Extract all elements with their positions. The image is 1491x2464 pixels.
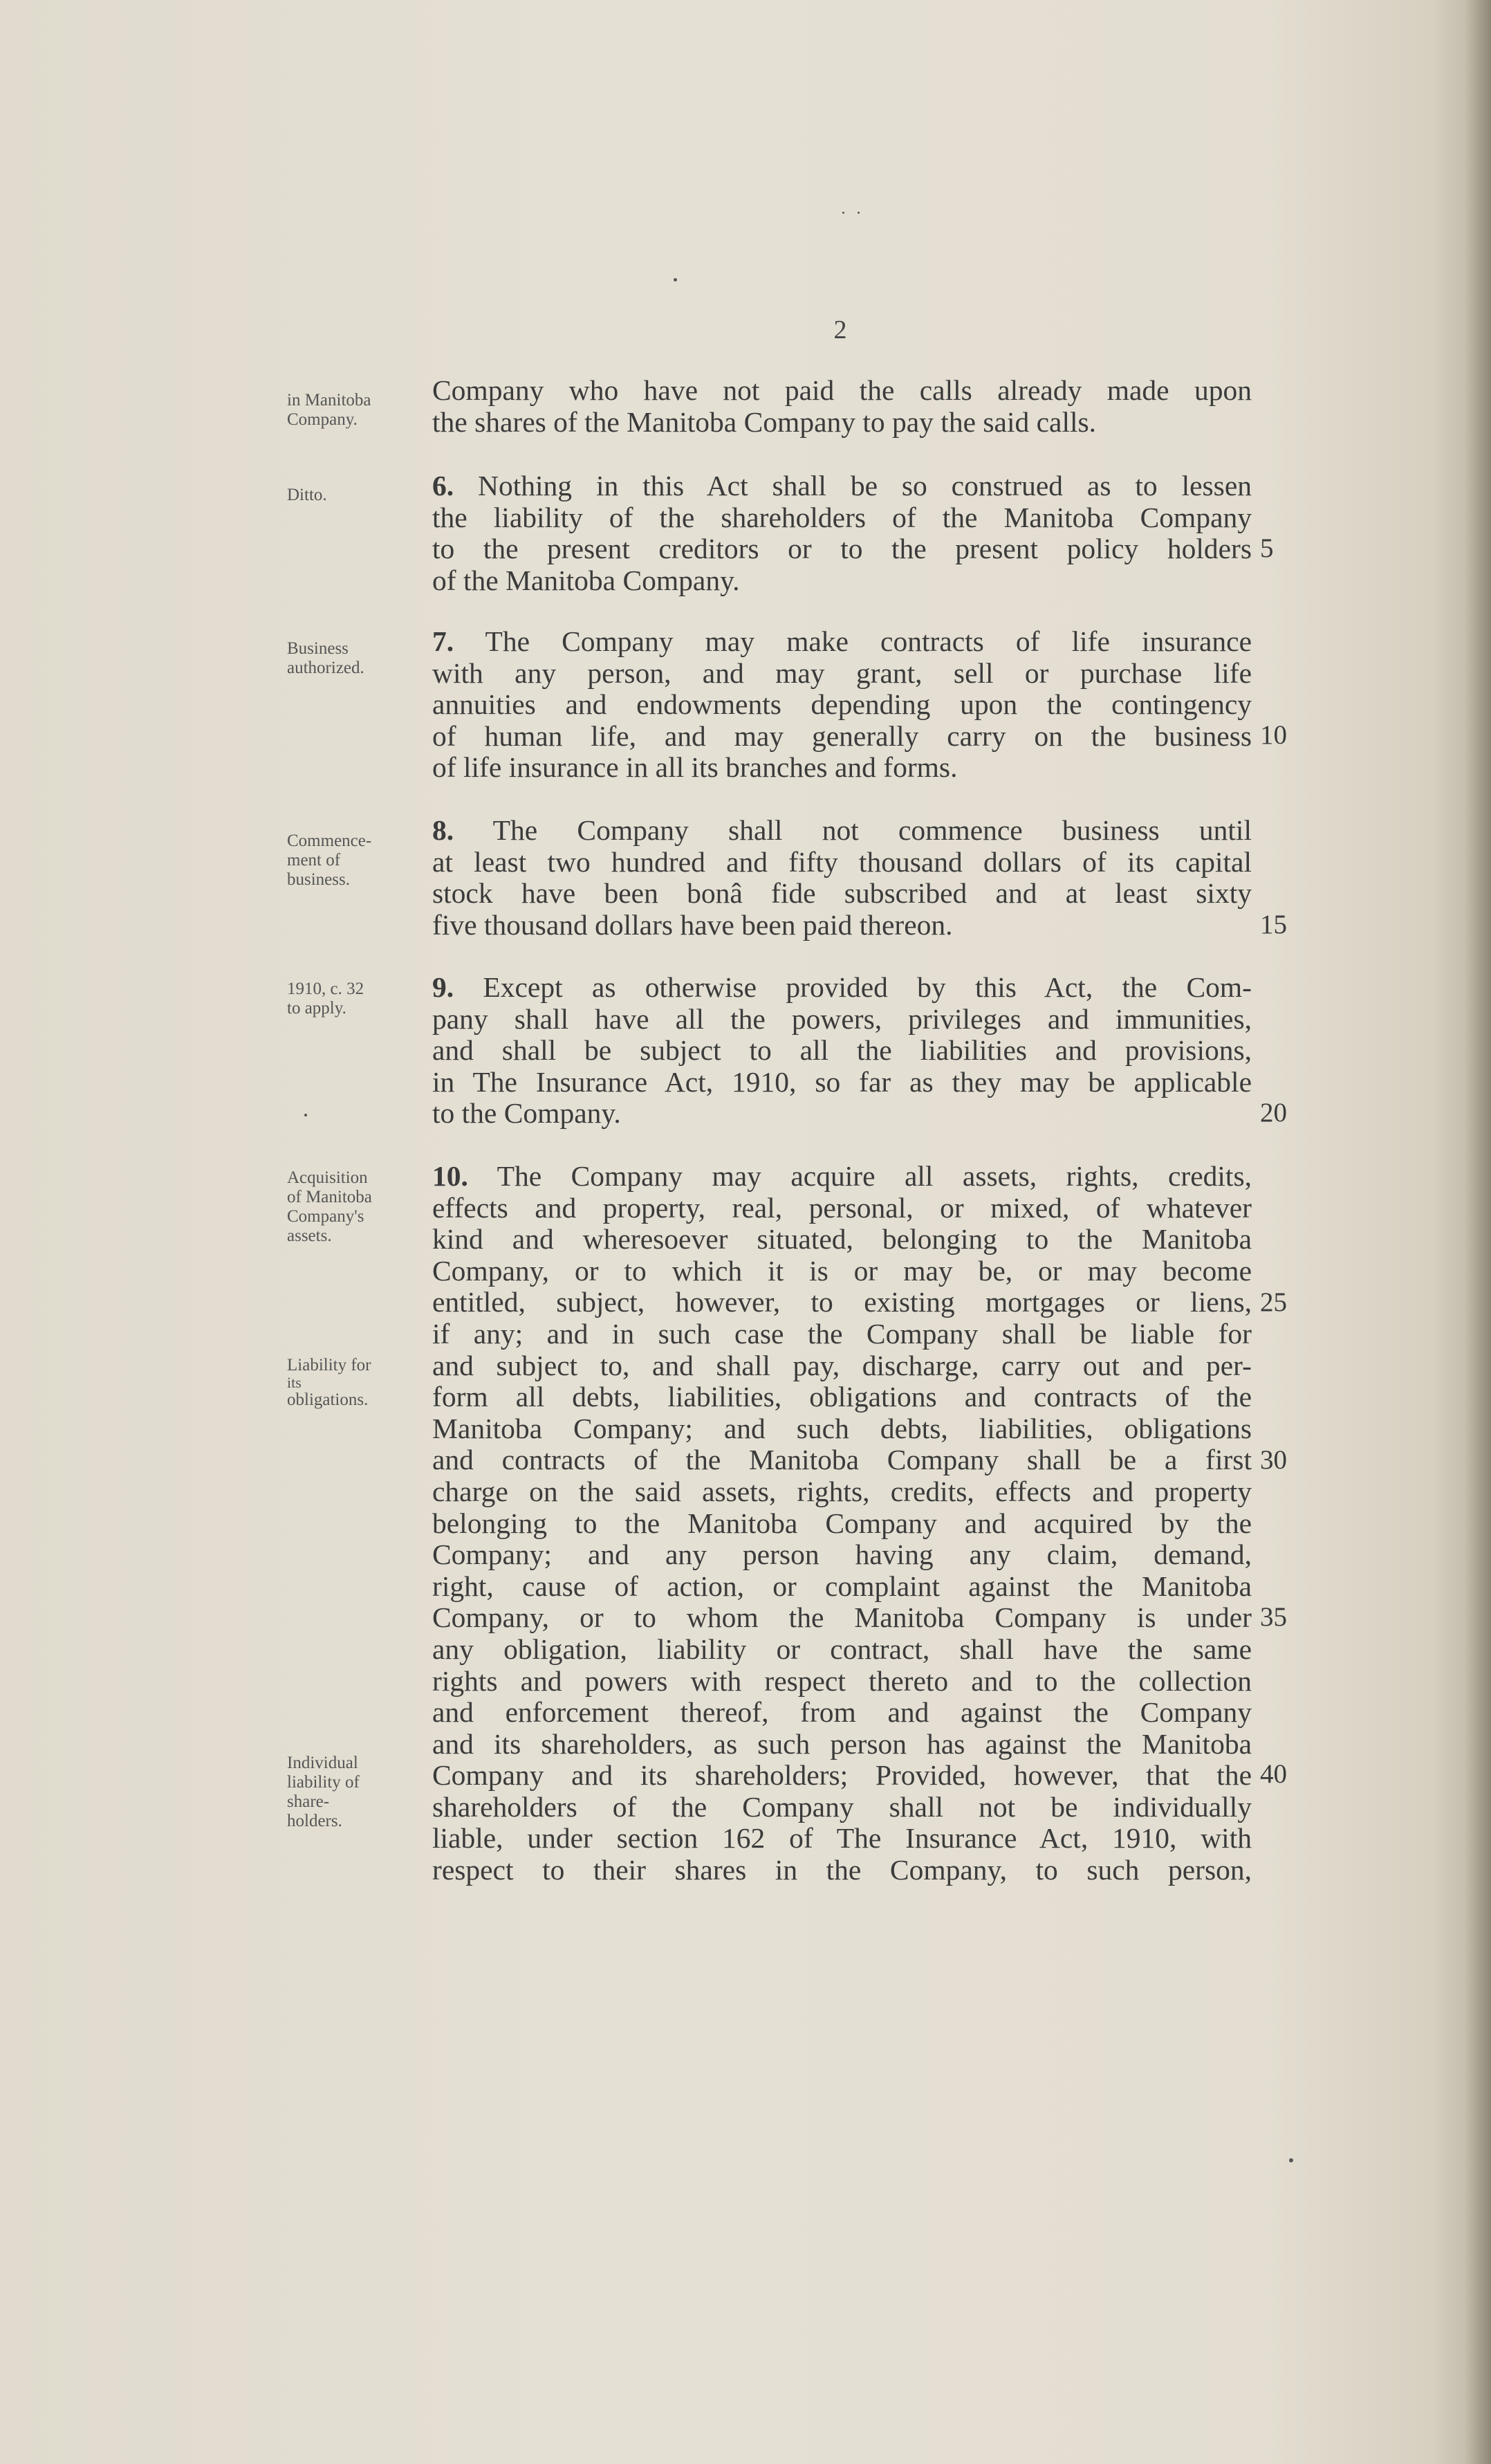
section-9 bbox=[432, 972, 1252, 1130]
text-line: and subject to, and shall pay, discharge, carry out and per- bbox=[432, 1349, 1252, 1381]
text-line bbox=[432, 626, 1252, 658]
text-line: belonging to the Manitoba Company and acquired by the bbox=[432, 1507, 1252, 1539]
margin-note-manitoba-company bbox=[287, 391, 418, 430]
page-edge-shadow bbox=[1463, 0, 1491, 2464]
text-line: at least two hundred and fifty thousand dollars of its capital bbox=[432, 845, 1252, 878]
paper-speck bbox=[1289, 2158, 1293, 2162]
text-line: of human life, and may generally carry on the business bbox=[432, 719, 1252, 752]
margin-note-line: share- bbox=[287, 1792, 330, 1811]
text-line: pany shall have all the powers, privileges and immunities, bbox=[432, 1002, 1252, 1035]
text-line: and enforcement thereof, from and against the Company bbox=[432, 1696, 1252, 1729]
text-line: and its shareholders, as such person has against the Manitoba bbox=[432, 1727, 1252, 1760]
section-8 bbox=[432, 815, 1252, 941]
line-number-5: 5 bbox=[1260, 533, 1274, 563]
margin-note-line: liability of bbox=[287, 1773, 360, 1792]
text-line: Company who have not paid the calls already made upon bbox=[432, 374, 1252, 406]
text-line-content: The Company shall not commence business until bbox=[492, 814, 1252, 846]
section-7 bbox=[432, 626, 1252, 784]
margin-note-line: Company. bbox=[287, 410, 358, 429]
text-line-content: The Company may make contracts of life insurance bbox=[485, 625, 1252, 657]
text-line: charge on the said assets, rights, credits, effects and property bbox=[432, 1475, 1252, 1507]
paper-speck bbox=[304, 1114, 307, 1116]
text-line: the liability of the shareholders of the Manitoba Company bbox=[432, 501, 1252, 533]
page-number: 2 bbox=[833, 315, 847, 344]
margin-note-line: to apply. bbox=[287, 999, 346, 1018]
margin-note-act-apply bbox=[287, 980, 418, 1018]
margin-note-line: ment of bbox=[287, 851, 341, 870]
margin-note-line: Business bbox=[287, 639, 349, 658]
margin-note-line: Liability for bbox=[287, 1356, 371, 1374]
margin-note-line: authorized. bbox=[287, 659, 364, 677]
text-line bbox=[432, 815, 1252, 847]
text-line: shareholders of the Company shall not be individually bbox=[432, 1790, 1252, 1823]
text-line: Company; and any person having any claim, demand, bbox=[432, 1538, 1252, 1571]
text-line: form all debts, liabilities, obligations and contracts of the bbox=[432, 1381, 1252, 1413]
text-line: Company, or to whom the Manitoba Company is under bbox=[432, 1601, 1252, 1634]
section-number: 10. bbox=[432, 1160, 468, 1192]
text-line: stock have been bonâ fide subscribed and at least sixty bbox=[432, 877, 1252, 910]
text-line: respect to their shares in the Company, to such person, bbox=[432, 1854, 1252, 1886]
text-line: with any person, and may grant, sell or purchase life bbox=[432, 656, 1252, 689]
line-number-20: 20 bbox=[1260, 1098, 1287, 1128]
text-line: Manitoba Company; and such debts, liabilities, obligations bbox=[432, 1412, 1252, 1444]
margin-note-line: assets. bbox=[287, 1226, 332, 1245]
margin-note-line: obligations. bbox=[287, 1390, 369, 1409]
margin-note-business-authorized bbox=[287, 639, 418, 678]
line-number-30: 30 bbox=[1260, 1445, 1287, 1475]
text-line: any obligation, liability or contract, shall have the same bbox=[432, 1633, 1252, 1665]
paragraph-continuation bbox=[432, 375, 1252, 438]
text-line: kind and wheresoever situated, belonging to the Manitoba bbox=[432, 1223, 1252, 1256]
line-number-10: 10 bbox=[1260, 720, 1287, 750]
paper-speck bbox=[858, 212, 860, 214]
text-line: of the Manitoba Company. bbox=[432, 564, 740, 596]
text-line: Company, or to which it is or may be, or may become bbox=[432, 1254, 1252, 1287]
margin-note-commencement bbox=[287, 831, 418, 890]
text-line-content: Except as otherwise provided by this Act, the Com- bbox=[483, 971, 1252, 1003]
margin-note-line: holders. bbox=[287, 1812, 342, 1830]
margin-note-line: 1910, c. 32 bbox=[287, 980, 364, 998]
margin-note-ditto bbox=[287, 486, 418, 505]
section-number: 6. bbox=[432, 470, 454, 502]
text-line-content: Nothing in this Act shall be so construed as to lessen bbox=[478, 470, 1252, 502]
text-line: entitled, subject, however, to existing mortgages or liens, bbox=[432, 1286, 1252, 1318]
section-number: 7. bbox=[432, 625, 454, 657]
paper-speck bbox=[842, 212, 844, 214]
text-line-content: The Company may acquire all assets, rights, credits, bbox=[497, 1160, 1252, 1192]
text-line: in The Insurance Act, 1910, so far as they may be applicable bbox=[432, 1065, 1252, 1098]
line-number-40: 40 bbox=[1260, 1759, 1287, 1789]
section-number: 8. bbox=[432, 814, 454, 846]
text-line: liable, under section 162 of The Insurance Act, 1910, with bbox=[432, 1822, 1252, 1855]
text-line: to the present creditors or to the present policy holders bbox=[432, 533, 1252, 565]
text-line: of life insurance in all its branches and forms. bbox=[432, 751, 958, 784]
text-line: if any; and in such case the Company shall be liable for bbox=[432, 1317, 1252, 1350]
text-line bbox=[432, 470, 1252, 502]
text-line: to the Company. bbox=[432, 1097, 621, 1130]
margin-note-line: its bbox=[287, 1374, 302, 1391]
margin-note-line: Commence- bbox=[287, 831, 372, 850]
line-number-35: 35 bbox=[1260, 1602, 1287, 1632]
text-line: effects and property, real, personal, or mixed, of whatever bbox=[432, 1191, 1252, 1224]
margin-note-line: in Manitoba bbox=[287, 391, 371, 410]
text-line: five thousand dollars have been paid thereon. bbox=[432, 908, 953, 941]
paper-speck bbox=[674, 278, 677, 282]
line-number-15: 15 bbox=[1260, 910, 1287, 939]
section-10 bbox=[432, 1161, 1252, 1886]
margin-note-liability bbox=[287, 1356, 418, 1410]
text-line: and contracts of the Manitoba Company shall be a first bbox=[432, 1444, 1252, 1476]
text-line: the shares of the Manitoba Company to pay the said calls. bbox=[432, 405, 1097, 438]
margin-note-individual-liability bbox=[287, 1754, 418, 1831]
section-number: 9. bbox=[432, 971, 454, 1003]
section-6 bbox=[432, 470, 1252, 596]
text-line: right, cause of action, or complaint against the Manitoba bbox=[432, 1570, 1252, 1602]
text-line: Company and its shareholders; Provided, however, that the bbox=[432, 1759, 1252, 1792]
margin-note-line: of Manitoba bbox=[287, 1188, 372, 1206]
text-line: annuities and endowments depending upon the contingency bbox=[432, 688, 1252, 721]
text-line: and shall be subject to all the liabilities and provisions, bbox=[432, 1034, 1252, 1067]
text-line bbox=[432, 972, 1252, 1004]
margin-note-line: business. bbox=[287, 870, 350, 889]
text-line bbox=[432, 1161, 1252, 1193]
margin-note-line: Ditto. bbox=[287, 486, 327, 504]
margin-note-line: Company's bbox=[287, 1207, 364, 1226]
line-number-25: 25 bbox=[1260, 1287, 1287, 1317]
margin-note-acquisition bbox=[287, 1168, 418, 1246]
text-line: rights and powers with respect thereto and to the collection bbox=[432, 1664, 1252, 1697]
margin-note-line: Individual bbox=[287, 1754, 358, 1772]
margin-note-line: Acquisition bbox=[287, 1168, 368, 1187]
